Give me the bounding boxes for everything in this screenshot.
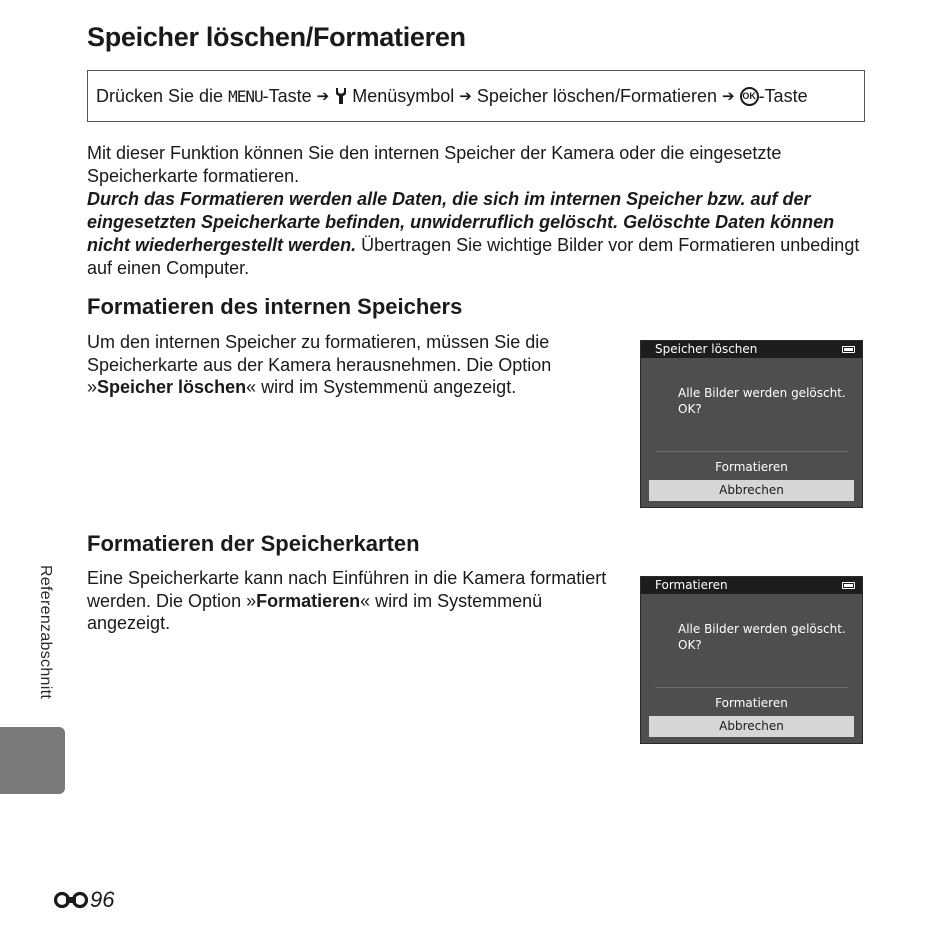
battery-icon bbox=[842, 346, 855, 353]
battery-icon bbox=[842, 582, 855, 589]
camera-screen-speicher-loeschen bbox=[640, 340, 863, 508]
section-text-internal-memory bbox=[87, 331, 612, 399]
side-section-label: Referenzabschnitt bbox=[37, 565, 54, 700]
screen-option-format[interactable]: Formatieren bbox=[715, 460, 788, 474]
page-number-value: 96 bbox=[90, 887, 115, 912]
menu-navigation-box bbox=[87, 70, 865, 122]
ok-button-icon: OK bbox=[740, 87, 759, 106]
section-heading-memory-cards: Formatieren der Speicherkarten bbox=[87, 531, 420, 556]
screen-option-cancel-selected[interactable]: Abbrechen bbox=[649, 716, 854, 737]
section-text-part: Um den internen Speicher zu formatieren, müssen Sie die Speicherkarte aus der Kamera herausnehmen. Die Option » bbox=[87, 332, 552, 397]
screen-message bbox=[678, 621, 846, 653]
page-number bbox=[54, 887, 114, 913]
screen-message-line: Alle Bilder werden gelöscht. bbox=[678, 386, 846, 400]
screen-title: Formatieren bbox=[655, 578, 728, 592]
screen-title-bar bbox=[641, 577, 862, 594]
nav-taste-1: -Taste bbox=[262, 85, 312, 106]
section-text-memory-cards bbox=[87, 567, 612, 635]
section-text-part: « wird im Systemmenü angezeigt. bbox=[246, 377, 517, 397]
section-text-part: Eine Speicherkarte kann nach Einführen in die Kamera formatiert werden. Die Option » bbox=[87, 568, 607, 611]
section-text-part: « wird im Systemmenü angezeigt. bbox=[87, 590, 543, 633]
screen-divider bbox=[655, 451, 848, 452]
nav-prefix: Drücken Sie die bbox=[96, 85, 224, 106]
nav-menu-symbol: Menüsymbol bbox=[352, 85, 455, 106]
nav-target: Speicher löschen/Formatieren bbox=[476, 85, 717, 106]
screen-option-format[interactable]: Formatieren bbox=[715, 696, 788, 710]
camera-screen-formatieren bbox=[640, 576, 863, 744]
arrow-right-icon: ➔ bbox=[721, 88, 735, 105]
menu-key-label: MENU bbox=[228, 86, 263, 106]
screen-title: Speicher löschen bbox=[655, 342, 758, 356]
section-heading-internal-memory: Formatieren des internen Speichers bbox=[87, 294, 463, 319]
option-name-bold: Speicher löschen bbox=[97, 377, 247, 397]
screen-title-bar bbox=[641, 341, 862, 358]
intro-warning: Durch das Formatieren werden alle Daten, die sich im internen Speicher bzw. auf der eingesetzten Speicherkarte befinden, unwiderruflich gelöscht. Gelöschte Daten können nicht wiederhergestellt werden. bbox=[87, 189, 835, 255]
intro-advice: Übertragen Sie wichtige Bilder vor dem Formatieren unbedingt auf einen Computer. bbox=[87, 235, 860, 278]
nav-taste-2: -Taste bbox=[758, 85, 808, 106]
screen-divider bbox=[655, 687, 848, 688]
screen-option-cancel-selected[interactable]: Abbrechen bbox=[649, 480, 854, 501]
arrow-right-icon: ➔ bbox=[459, 88, 472, 105]
screen-message-line: OK? bbox=[678, 638, 702, 652]
arrow-right-icon: ➔ bbox=[316, 88, 330, 105]
side-section-tab bbox=[0, 727, 65, 794]
intro-text: Mit dieser Funktion können Sie den internen Speicher der Kamera oder die eingesetzte Speicherkarte formatieren. bbox=[87, 143, 782, 186]
screen-message bbox=[678, 385, 846, 417]
page-title: Speicher löschen/Formatieren bbox=[87, 22, 466, 52]
option-name-bold: Formatieren bbox=[256, 590, 361, 611]
screen-message-line: Alle Bilder werden gelöscht. bbox=[678, 622, 846, 636]
screen-message-line: OK? bbox=[678, 402, 702, 416]
reference-binocular-icon bbox=[54, 891, 88, 909]
wrench-icon bbox=[334, 87, 348, 105]
intro-paragraph bbox=[87, 142, 877, 280]
intro-warning-block bbox=[87, 188, 877, 280]
